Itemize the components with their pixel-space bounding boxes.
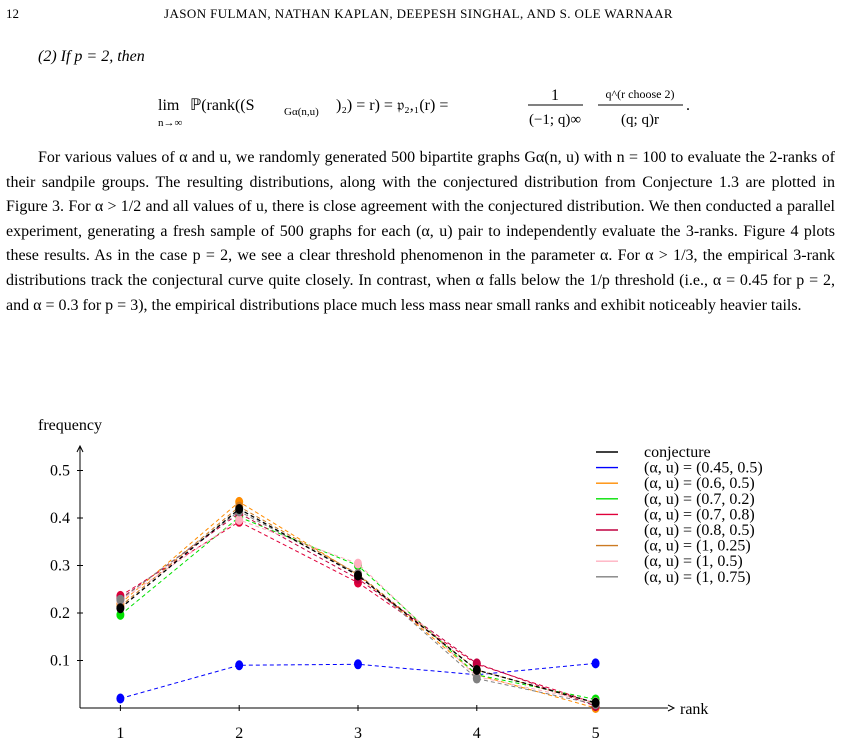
legend-label: (α, u) = (1, 0.75): [644, 568, 751, 586]
data-point: [235, 515, 243, 525]
y-tick-label: 0.1: [50, 652, 70, 670]
eq-prob: ℙ(rank((S: [190, 97, 255, 114]
eq-frac2-num: q^(r choose 2): [605, 87, 675, 101]
y-tick-label: 0.4: [50, 510, 70, 527]
y-axis-label: frequency: [38, 417, 102, 434]
x-tick-label: 4: [472, 725, 481, 742]
y-tick-label: 0.2: [50, 605, 70, 622]
legend-label: (α, u) = (0.7, 0.8): [644, 506, 755, 524]
figure: [0, 400, 841, 748]
equation-svg: [158, 80, 718, 140]
running-head: JASON FULMAN, NATHAN KAPLAN, DEEPESH SINGHAL, AND S. OLE WARNAAR: [164, 6, 673, 21]
page-number: 12: [6, 6, 19, 21]
eq-after-sub: )₂) = r) = 𝔭₂,₁(r) =: [336, 97, 449, 114]
legend-label: (α, u) = (0.7, 0.2): [644, 490, 755, 508]
body-paragraph: [6, 146, 835, 318]
data-point: [592, 698, 600, 708]
data-point: [235, 504, 243, 514]
page-header: [6, 6, 831, 26]
legend-label: (α, u) = (1, 0.5): [644, 553, 743, 571]
display-equation: [158, 80, 718, 140]
eq-frac2-den: (q; q)r: [621, 112, 659, 128]
legend-label: (α, u) = (0.6, 0.5): [644, 475, 755, 493]
legend-label: (α, u) = (1, 0.25): [644, 537, 751, 555]
x-tick-label: 3: [353, 725, 362, 742]
paragraph-text: For various values of α and u, we randomly generated 500 bipartite graphs Gα(n, u) with n = 100 to evaluate the 2-ranks of their sandpile groups. The resulting distributions, along with the conjectured distribution from Conjecture 1.3 are plotted in Figure 3. For α > 1/2 and all values of u, there is close agreement with the conjectured distribution. We then conducted a parallel experiment, generating a fresh sample of 500 graphs for each (α, u) pair to independently evaluate the 3-ranks. Figure 4 plots these results. As in the case p = 2, we see a clear threshold phenomenon in the parameter α. For α > 1/3, the empirical 3-rank distributions track the conjectural curve quite closely. In contrast, when α falls below the 1/p threshold (i.e., α = 0.45 for p = 2, and α = 0.3 for p = 3), the empirical distributions place much less mass near small ranks and exhibit noticeably heavier tails.: [6, 149, 835, 314]
x-tick-label: 5: [591, 725, 600, 742]
line-chart: [0, 400, 841, 748]
data-point: [354, 559, 362, 569]
data-point: [473, 665, 481, 675]
eq-lim-sub: n→∞: [158, 117, 183, 129]
data-point: [473, 674, 481, 684]
data-point: [116, 595, 124, 605]
series-line: [120, 511, 595, 704]
x-axis-arrow: [668, 705, 674, 711]
data-point: [592, 658, 600, 668]
item-label: (2) If p = 2, then: [38, 48, 145, 65]
data-point: [354, 659, 362, 669]
data-point: [354, 570, 362, 580]
series-line: [120, 507, 595, 704]
x-tick-label: 1: [116, 725, 125, 742]
x-axis-label: rank: [680, 701, 709, 718]
legend-label: (α, u) = (0.45, 0.5): [644, 459, 763, 477]
y-tick-label: 0.5: [50, 462, 70, 480]
legend-label: conjecture: [644, 444, 711, 461]
series-line: [120, 509, 595, 703]
y-tick-label: 0.3: [50, 557, 70, 575]
x-tick-label: 2: [235, 725, 244, 742]
eq-period: .: [686, 97, 690, 114]
series-line: [120, 502, 595, 708]
series-line: [120, 517, 595, 699]
eq-sub: Gα(n,u): [284, 106, 319, 118]
eq-lim: lim: [158, 97, 180, 114]
legend-label: (α, u) = (0.8, 0.5): [644, 522, 755, 539]
data-point: [116, 694, 124, 704]
eq-frac1-den: (−1; q)∞: [528, 112, 582, 128]
data-point: [116, 603, 124, 613]
eq-frac1-num: 1: [551, 87, 559, 104]
data-point: [235, 660, 243, 670]
